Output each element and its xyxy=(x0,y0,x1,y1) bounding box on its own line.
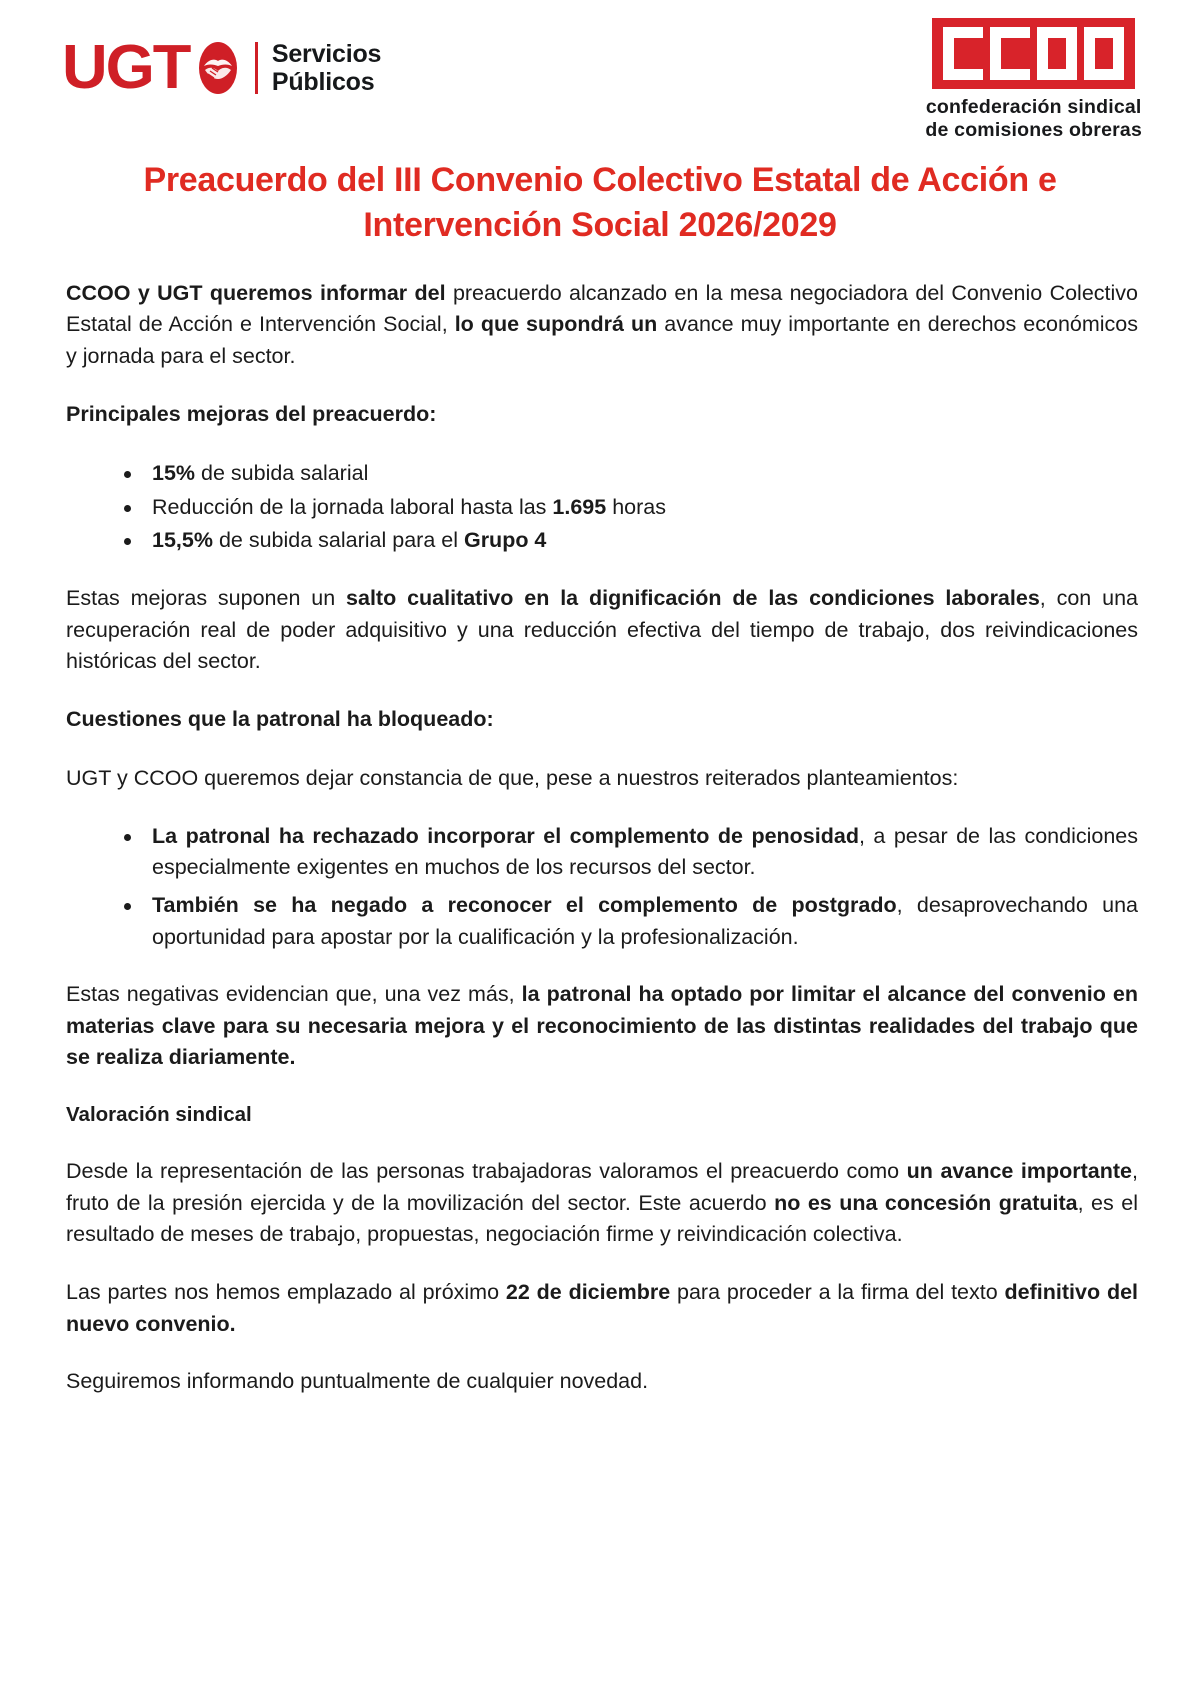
ccoo-subtitle-line1: confederación sindical xyxy=(925,96,1142,118)
paragraph-cierre: Seguiremos informando puntualmente de cualquier novedad. xyxy=(66,1369,649,1394)
intro-bold-2: lo que supondrá un xyxy=(447,312,658,337)
ugt-subtitle-line2: Públicos xyxy=(271,68,375,96)
intro-text-2: avance muy importante en derechos económicos y jornada para el sector. xyxy=(66,312,1138,368)
intro-bold-lead: CCOO y UGT queremos informar del xyxy=(66,280,446,305)
ccoo-subtitle xyxy=(925,96,1142,141)
mejora-2-lead: Reducción de la jornada laboral hasta las xyxy=(152,494,553,519)
page-title-line1: Preacuerdo del III Convenio Colectivo Estatal de Acción e xyxy=(143,161,1057,199)
ccoo-letter-o2 xyxy=(1084,27,1124,80)
list-item xyxy=(118,821,1138,884)
mejora-1-bold: 15% xyxy=(152,461,196,486)
mejora-3-bold: 15,5% xyxy=(152,528,213,553)
bloqueo-2-bold: También se ha negado a reconocer el complemento de postgrado xyxy=(152,893,897,918)
bloqueo-2-text: , desaprovechando una oportunidad para apostar por la cualificación y la profesionalización. xyxy=(152,893,1138,949)
firma-text-2: para proceder a la firma del texto xyxy=(670,1279,1005,1304)
mejora-3-bold-tail: Grupo 4 xyxy=(463,528,547,553)
document-body xyxy=(66,278,1138,1398)
bloqueo-1-text: , a pesar de las condiciones especialmente exigentes en muchos de los recursos del sector. xyxy=(152,823,1138,880)
ugt-logo xyxy=(62,32,381,104)
ccoo-logo xyxy=(925,18,1142,141)
list-item xyxy=(118,492,1138,524)
paragraph-firma xyxy=(66,1277,1138,1340)
valoracion-bold-2: no es una concesión gratuita xyxy=(774,1190,1078,1215)
salto-text-2: , con una recuperación real de poder adquisitivo y una reducción efectiva del tiempo de trabajo, dos reivindicaciones históricas del sector. xyxy=(66,585,1138,674)
salto-text-1: Estas mejoras suponen un xyxy=(66,585,347,610)
mejora-2-text: horas xyxy=(606,494,666,519)
firma-bold-2: definitivo del nuevo convenio. xyxy=(66,1279,1139,1336)
handshake-emblem xyxy=(195,40,241,96)
firma-text-1: Las partes nos hemos emplazado al próximo xyxy=(66,1279,506,1304)
page-title xyxy=(78,158,1122,248)
list-item xyxy=(118,890,1138,953)
logo-divider xyxy=(255,42,258,94)
heading-mejoras: Principales mejoras del preacuerdo: xyxy=(66,401,437,426)
ccoo-letter-c2 xyxy=(990,27,1030,80)
salto-bold-1: salto cualitativo en la dignificación de las condiciones laborales xyxy=(346,585,1040,610)
list-item xyxy=(118,458,1138,490)
ccoo-letter-c1 xyxy=(943,27,983,80)
negativas-text-1: Estas negativas evidencian que, una vez más, xyxy=(66,982,522,1007)
list-bloqueos xyxy=(66,821,1138,953)
negativas-bold-1: la patronal ha optado por limitar el alcance del convenio en materias clave para su necesaria mejora y el reconocimiento de las distintas realidades del trabajo que se realiza diariamente. xyxy=(66,982,1139,1070)
ccoo-subtitle-line2: de comisiones obreras xyxy=(925,118,1142,141)
ccoo-letter-o1 xyxy=(1037,27,1077,80)
paragraph-negativas xyxy=(66,979,1138,1074)
document-header xyxy=(0,0,1200,150)
mejora-2-bold: 1.695 xyxy=(552,494,607,519)
paragraph-valoracion xyxy=(66,1156,1138,1251)
mejora-3-text: de subida salarial para el xyxy=(212,528,464,553)
heading-bloqueado: Cuestiones que la patronal ha bloqueado: xyxy=(66,706,494,731)
ugt-subtitle-line1: Servicios xyxy=(271,40,382,68)
valoracion-bold-1: un avance importante xyxy=(906,1159,1133,1184)
paragraph-constancia: UGT y CCOO queremos dejar constancia de que, pese a nuestros reiterados planteamientos: xyxy=(66,766,959,791)
list-item xyxy=(118,525,1138,557)
mejora-1-text: de subida salarial xyxy=(195,461,369,486)
paragraph-salto-cualitativo xyxy=(66,583,1138,678)
ugt-subtitle xyxy=(272,40,381,96)
valoracion-text-1: Desde la representación de las personas trabajadoras valoramos el preacuerdo como xyxy=(66,1159,907,1184)
intro-text-1: preacuerdo alcanzado en la mesa negociadora del Convenio Colectivo Estatal de Acción e Intervención Social, xyxy=(66,280,1139,337)
ccoo-wordmark xyxy=(932,18,1135,89)
page-title-line2: Intervención Social 2026/2029 xyxy=(363,205,837,244)
paragraph-intro xyxy=(66,278,1138,373)
heading-valoracion: Valoración sindical xyxy=(66,1103,252,1127)
list-mejoras xyxy=(66,458,1138,557)
valoracion-text-2: , fruto de la presión ejercida y de la movilización del sector. Este acuerdo xyxy=(66,1159,1138,1215)
valoracion-text-3: , es el resultado de meses de trabajo, propuestas, negociación firme y reivindicación colectiva. xyxy=(66,1190,1138,1247)
firma-bold-1: 22 de diciembre xyxy=(505,1279,671,1304)
ugt-wordmark: UGT xyxy=(62,33,190,102)
bloqueo-1-bold: La patronal ha rechazado incorporar el complemento de penosidad xyxy=(152,823,859,848)
